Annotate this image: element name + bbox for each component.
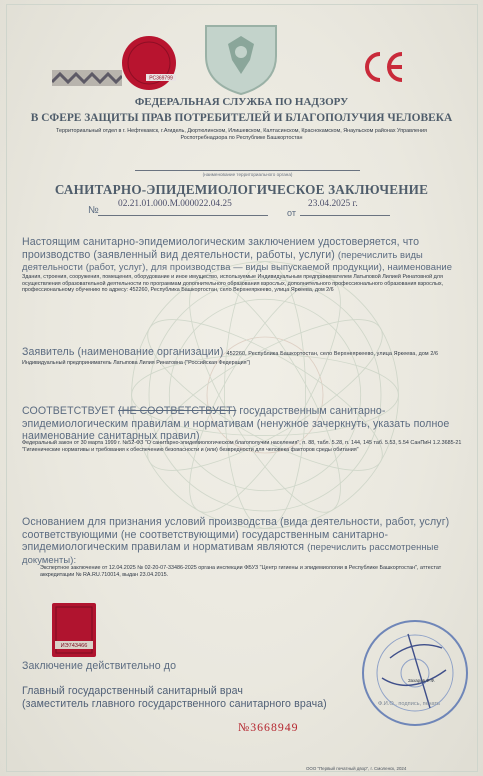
organ-caption: (наименование территориального органа) bbox=[202, 172, 293, 177]
signatory-deputy: (заместитель главного государственного санитарного врача) bbox=[22, 698, 327, 710]
intro-text bbox=[22, 236, 466, 274]
not-complies-word: (НЕ СООТВЕТСТВУЕТ) bbox=[118, 405, 237, 417]
hologram-strip bbox=[52, 70, 122, 86]
intro-main: Настоящим санитарно-эпидемиологическим заключением удостоверяется, что производство (заявленный вид деятельности, работы, услуги) bbox=[22, 236, 420, 261]
seal-code: РС369799 bbox=[149, 75, 173, 82]
signatory-title: Главный государственный санитарный врач bbox=[22, 685, 244, 697]
printer-imprint: ООО "Первый печатный двор", г. Смоленск, 2024 bbox=[306, 766, 407, 771]
number-prefix: № bbox=[88, 205, 99, 216]
intro-note: (перечислить виды деятельности (работ, услуг), для производства — виды выпускаемой продукции), наименование bbox=[22, 248, 453, 273]
serial-number: №3668949 bbox=[238, 720, 299, 734]
norms-details: Федеральный закон от 30 марта 1999 г. №52-ФЗ "О санитарно-эпидемиологическом благополучии населения", п. 88, табл. 5.28, п. 144, 145 таб. 5.53, 5.54 СанПиН 1.2.3685-21 "Гигиенические нормативы и требования к обеспечению безопасности и (или) безвредности для человека факторов среды обитания" bbox=[22, 440, 462, 453]
ce-mark-icon bbox=[358, 48, 408, 86]
validity-label: Заключение действительно до bbox=[22, 660, 177, 672]
date-prefix: от bbox=[287, 208, 297, 218]
stamp-caption: Ф.И.О., подпись, печать bbox=[378, 701, 440, 707]
applicant-inline: 452260, Республика Башкортостан, село Верхнеяркеево, улица Яркеева, дом 2/6 bbox=[226, 351, 439, 357]
red-hologram-sticker bbox=[52, 603, 96, 657]
stamp-name: Захаров Ф.Ф. bbox=[408, 678, 436, 683]
grounds-note: (перечислить рассмотренные документы): bbox=[22, 541, 439, 565]
compliance-tail: государственным санитарно-эпидемиологическим правилам и нормативам (ненужное зачеркнуть, указать полное наименование санитарных правил) bbox=[22, 405, 450, 443]
blue-stamp bbox=[360, 618, 470, 728]
emblem-icon bbox=[196, 16, 286, 96]
header-line-2: В СФЕРЕ ЗАЩИТЫ ПРАВ ПОТРЕБИТЕЛЕЙ И БЛАГОПОЛУЧИЯ ЧЕЛОВЕКА bbox=[30, 112, 453, 124]
complies-word: СООТВЕТСТВУЕТ bbox=[22, 405, 116, 417]
header-dept: Территориальный отдел в г. Нефтекамск, г.Агидель, Дюртюлинском, Илишевском, Калтасинском, Краснокамском, Янаульском районах Управления bbox=[56, 128, 427, 134]
header-line-1: ФЕДЕРАЛЬНАЯ СЛУЖБА ПО НАДЗОРУ bbox=[134, 96, 349, 108]
compliance-text bbox=[22, 405, 466, 443]
applicant-details: Индивидуальный предприниматель Латыпова Лилия Ринатовна ("Российская Федерация") bbox=[22, 360, 251, 366]
applicant-label: Заявитель (наименование организации) bbox=[22, 346, 227, 358]
sticker-code: ИЭ743466 bbox=[60, 643, 88, 649]
doc-title: САНИТАРНО-ЭПИДЕМИОЛОГИЧЕСКОЕ ЗАКЛЮЧЕНИЕ bbox=[54, 182, 429, 197]
grounds-text bbox=[22, 516, 466, 566]
red-seal-sticker bbox=[121, 35, 177, 91]
cert-date: 23.04.2025 г. bbox=[308, 199, 358, 209]
cert-number: 02.21.01.000.М.000022.04.25 bbox=[118, 199, 232, 209]
header-dept-2: Роспотребнадзора по Республике Башкортостан bbox=[180, 135, 303, 141]
activity-details: Здания, строения, сооружения, помещения, оборудование и иное имущество, используемые Индивидуальным предпринимателем Латыповой Лилией Ринатовной для осуществления образовательной деятельности по программам дополнительного образования взрослых, дополнительного профессионального образования взрослых, профессиональному обучению по адресу: 452260, Республика Башкортостан, село Верхнеяркеево, улица Яркеева, дом 2/6 bbox=[22, 274, 444, 294]
applicant-row bbox=[22, 346, 466, 359]
grounds-details: Экспертное заключение от 12.04.2025 № 02-20-07-33486-2025 органа инспекции ФБУЗ "Центр гигиены и эпидемиологии в Республике Башкортостан", аттестат аккредитации № RA.RU.710014, выдан 23.04.2015. bbox=[40, 565, 442, 578]
grounds-main: Основанием для признания условий производства (вида деятельности, работ, услуг) соответствующими (не соответствующими) государственным санитарно-эпидемиологическим правилам и нормативам являются bbox=[22, 516, 450, 554]
